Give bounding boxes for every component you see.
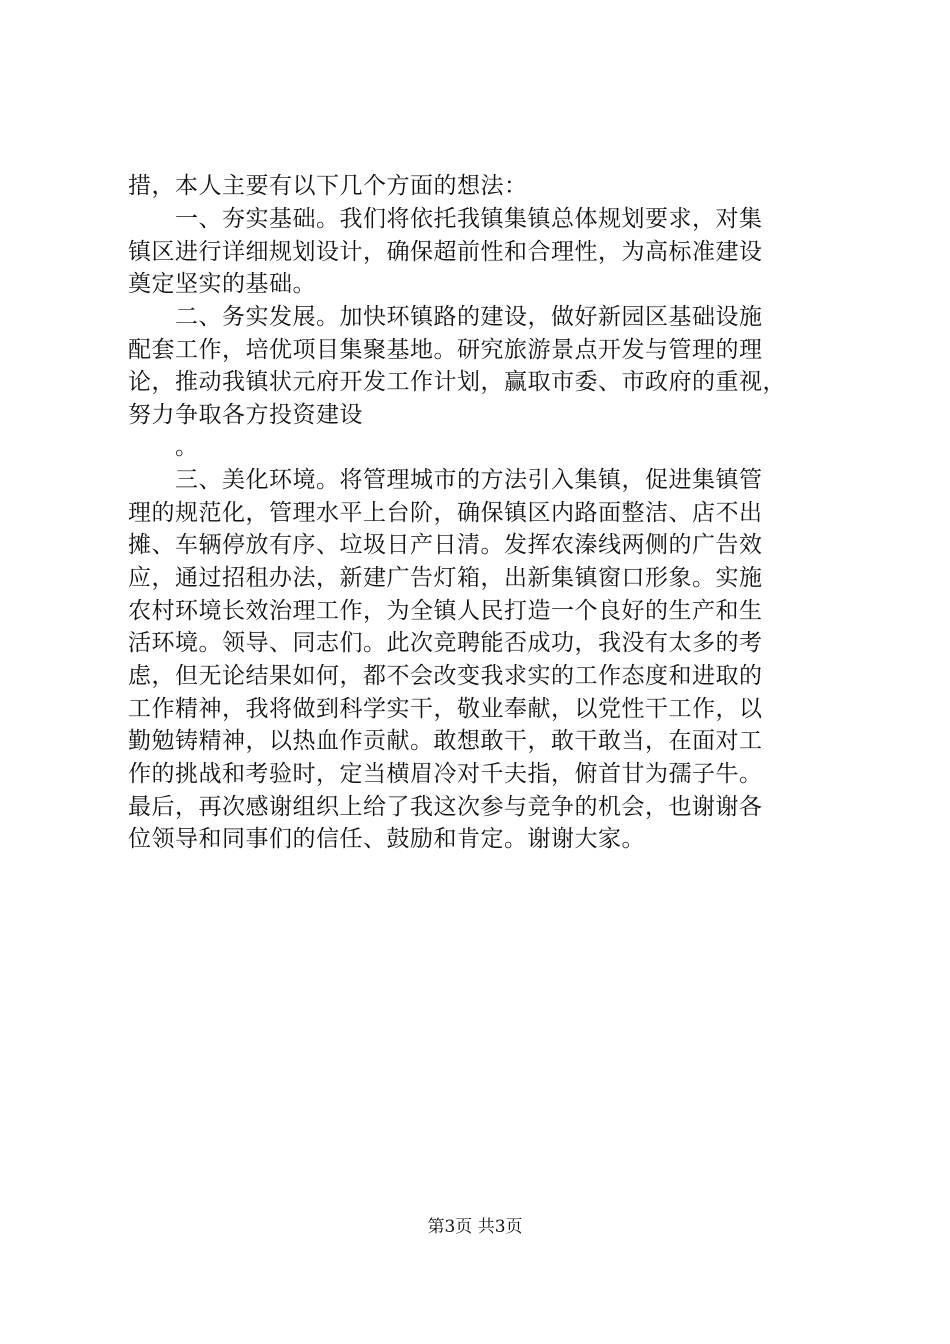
text-line: 论，推动我镇状元府开发工作计划，赢取市委、市政府的重视， bbox=[128, 369, 786, 395]
text-line: 勤勉铸精神，以热血作贡献。敢想敢干，敢干敢当，在面对工 bbox=[128, 728, 763, 754]
text-line: 镇区进行详细规划设计，确保超前性和合理性，为高标准建设 bbox=[128, 239, 763, 265]
text-line: 摊、车辆停放有序、垃圾日产日清。发挥农溱线两侧的广告效 bbox=[128, 532, 763, 558]
text-line: 工作精神，我将做到科学实干，敬业奉献，以党性干工作，以 bbox=[128, 696, 763, 722]
text-line: 理的规范化，管理水平上台阶，确保镇区内路面整洁、店不出 bbox=[128, 500, 763, 526]
text-line: 应，通过招租办法，新建广告灯箱，出新集镇窗口形象。实施 bbox=[128, 565, 763, 591]
text-line: 奠定坚实的基础。 bbox=[128, 271, 316, 297]
text-line: 努力争取各方投资建设 bbox=[128, 402, 363, 428]
text-line: 配套工作，培优项目集聚基地。研究旅游景点开发与管理的理 bbox=[128, 337, 763, 363]
text-line: 最后，再次感谢组织上给了我这次参与竞争的机会，也谢谢各 bbox=[128, 794, 763, 820]
text-line: 三、美化环境。将管理城市的方法引入集镇，促进集镇管 bbox=[128, 467, 763, 493]
text-line: 位领导和同事们的信任、鼓励和肯定。谢谢大家。 bbox=[128, 826, 645, 852]
text-line: 措，本人主要有以下几个方面的想法： bbox=[128, 173, 528, 199]
page-number-footer: 第3页 共3页 bbox=[427, 1217, 523, 1237]
text-line: 虑，但无论结果如何，都不会改变我求实的工作态度和进取的 bbox=[128, 663, 763, 689]
text-line: 活环境。领导、同志们。此次竞聘能否成功，我没有太多的考 bbox=[128, 630, 763, 656]
text-line: 作的挑战和考验时，定当横眉冷对千夫指，俯首甘为孺子牛。 bbox=[128, 761, 763, 787]
text-line: 二、务实发展。加快环镇路的建设，做好新园区基础设施 bbox=[128, 304, 763, 330]
text-line: 一、夯实基础。我们将依托我镇集镇总体规划要求，对集 bbox=[128, 206, 763, 232]
text-line: 农村环境长效治理工作，为全镇人民打造一个良好的生产和生 bbox=[128, 598, 763, 624]
text-line: 。 bbox=[128, 434, 199, 460]
